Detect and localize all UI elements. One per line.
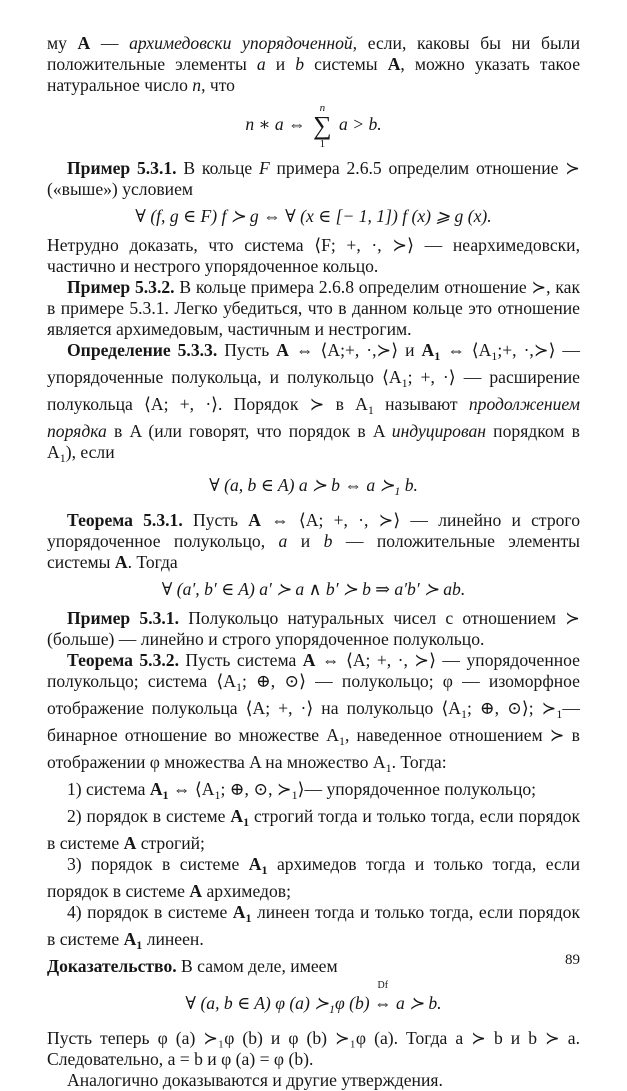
- text-run: ⟩— упорядоченное полукольцо;: [297, 779, 537, 799]
- text-run: 1) система: [67, 779, 150, 799]
- text-run: линеен.: [142, 929, 204, 949]
- text-run: ; +, ·⟩ — расширение полукольца ⟨A; +, ·⟩. Порядок ≻ в A: [47, 367, 580, 414]
- defined-term: архимедовски упорядоченной,: [129, 33, 358, 53]
- definition-equivalence: [374, 980, 392, 1014]
- subscript: 1: [291, 788, 298, 802]
- example-5-3-2: [47, 277, 580, 340]
- theorem-item-4: [47, 902, 580, 956]
- text-run: архимедов тогда и только тогда, если порядок в системе: [47, 854, 580, 901]
- text-run: и: [265, 54, 296, 74]
- subscript: 1: [338, 734, 345, 748]
- system-symbol: A: [123, 929, 137, 949]
- text-run: — положительные элементы системы: [47, 531, 580, 572]
- proof-label: Доказательство.: [47, 956, 177, 976]
- subscript: 1: [460, 707, 467, 721]
- text-run: , можно указать такое натуральное число: [47, 54, 580, 95]
- text-run: строгий;: [136, 833, 205, 853]
- text-run: порядком в A: [47, 421, 580, 462]
- text-run: Пусть система: [178, 650, 303, 670]
- system-symbol: А: [387, 54, 401, 74]
- equation-order-condition: ∀ (f, g ∈ F) f ≻ g ⇔ ∀ (x ∈ [− 1, 1]) f (x) ⩾ g (x).: [135, 206, 492, 226]
- subscript: 1: [245, 911, 252, 925]
- text-run: . Тогда: [127, 552, 178, 572]
- sum-lower-limit: 1: [319, 138, 326, 150]
- equivalence-symbol: ⇔: [374, 993, 392, 1013]
- subscript: 1: [214, 788, 221, 802]
- text-run: ; ⊕, ⊙⟩; ≻: [466, 698, 557, 718]
- subscript: 1: [235, 680, 242, 694]
- equation-right: a ≻ b.: [391, 993, 442, 1013]
- theorem-label: Теорема 5.3.2.: [67, 650, 179, 670]
- theorem-item-3: [47, 854, 580, 902]
- text-run: ⇔ ⟨A; +, ·, ≻⟩ — упорядоченное полукольцо; система ⟨A: [47, 650, 580, 691]
- system-symbol: А: [77, 33, 91, 53]
- text-run: в A (или говорят, что порядок в A: [106, 421, 392, 441]
- text-run: и: [287, 531, 324, 551]
- text-run: системы: [304, 54, 388, 74]
- subscript: 1: [394, 484, 401, 498]
- text-run: линеен тогда и только тогда, если порядок в системе: [47, 902, 580, 949]
- equation-order-extension: [47, 475, 580, 502]
- text-run: Полукольцо натуральных чисел с отношением ≻ (больше) — линейно и строго упорядоченное полукольцо.: [47, 608, 580, 649]
- text-run: строгий тогда и только тогда, если порядок в системе: [47, 806, 580, 853]
- system-symbol: A: [189, 881, 203, 901]
- equation-right: b.: [400, 475, 418, 495]
- text-run: ), если: [65, 442, 115, 462]
- defined-term: продолжением порядка: [47, 394, 581, 441]
- example-label: Пример 5.3.1.: [67, 608, 179, 628]
- system-symbol: A: [232, 902, 246, 922]
- system-symbol: A: [123, 833, 137, 853]
- summation: [313, 102, 332, 150]
- equation-sum: [47, 102, 580, 150]
- system-symbol: A: [302, 650, 316, 670]
- subscript: 1: [401, 376, 408, 390]
- subscript: 1: [59, 451, 66, 465]
- variable: a: [256, 54, 266, 74]
- equation-left: n ∗ a ⇔: [245, 114, 311, 135]
- text-run: Пусть: [182, 510, 249, 530]
- equation-left: ∀ (a, b ∈ A) φ (a) ≻: [185, 993, 329, 1013]
- proof: [47, 956, 580, 977]
- system-symbol: A: [276, 340, 289, 360]
- system-symbol: A: [230, 806, 244, 826]
- equation-isomorphism-order: [47, 980, 580, 1020]
- example-natural-numbers: [47, 608, 580, 650]
- text-run: если, каковы бы ни были положительные элементы: [47, 33, 580, 74]
- variable: n: [192, 75, 202, 95]
- text-run: называют: [373, 394, 469, 414]
- text-run: В самом деле, имеем: [176, 956, 338, 976]
- equation-right: a > b.: [334, 114, 382, 135]
- theorem-label: Теорема 5.3.1.: [67, 510, 183, 530]
- theorem-5-3-1: [47, 510, 580, 573]
- subscript: 1: [328, 1002, 335, 1016]
- definition-label: Определение 5.3.3.: [67, 340, 218, 360]
- text-run: В кольце: [176, 158, 259, 178]
- example-5-3-1: [47, 158, 580, 200]
- text-run: ⇔ ⟨A: [440, 340, 492, 360]
- text-run: ⇔ ⟨A;+, ·,≻⟩ и: [288, 340, 422, 360]
- page-number: 89: [565, 952, 580, 968]
- equation-left: ∀ (a, b ∈ A) a ≻ b ⇔ a ≻: [209, 475, 395, 495]
- subscript: 1: [385, 761, 392, 775]
- equation-middle: φ (b): [334, 993, 375, 1013]
- sum-upper-limit: n: [319, 102, 326, 114]
- text-run: В кольце примера 2.6.8 определим отношение ≻, как в примере 5.3.1. Легко убедиться, что в данном кольце это отношение является архимедовым, частичным и нестрогим.: [47, 277, 580, 339]
- variable: F: [258, 158, 270, 178]
- system-symbol: A: [421, 340, 435, 360]
- system-symbol: A: [149, 779, 163, 799]
- theorem-item-1: [47, 779, 580, 806]
- subscript: 1: [136, 938, 143, 952]
- text-run: . Тогда:: [391, 752, 447, 772]
- sum-symbol: ∑: [313, 111, 332, 140]
- variable: b: [323, 531, 333, 551]
- example-label: Пример 5.3.1.: [67, 158, 177, 178]
- text-run: 4) порядок в системе: [67, 902, 233, 922]
- subscript: 1: [162, 788, 169, 802]
- text-run: ; ⊕, ⊙⟩ — полукольцо; φ — изоморфное отображение полукольца ⟨A; +, ·⟩ на полукольцо ⟨A: [47, 671, 580, 718]
- theorem-item-2: [47, 806, 580, 854]
- text-run: 2) порядок в системе: [67, 806, 231, 826]
- text-run: ; ⊕, ⊙, ≻: [220, 779, 292, 799]
- paragraph-archimedean-definition: [47, 33, 580, 96]
- text-run: Пусть: [217, 340, 277, 360]
- system-symbol: A: [114, 552, 128, 572]
- subscript: 1: [491, 349, 498, 363]
- system-symbol: A: [248, 510, 261, 530]
- text-column: [47, 33, 580, 1091]
- example-label: Пример 5.3.2.: [67, 277, 175, 297]
- text-run: му: [47, 33, 78, 53]
- system-symbol: A: [248, 854, 262, 874]
- text-run: 3) порядок в системе: [67, 854, 249, 874]
- subscript: 1: [556, 707, 563, 721]
- text-run: ⇔ ⟨A: [168, 779, 215, 799]
- subscript: 1: [434, 349, 441, 363]
- definition-5-3-3: [47, 340, 580, 469]
- text-run: , наведенное отношением ≻ в отображении φ множества A на множество A: [47, 725, 580, 772]
- text-run: — бинарное отношение во множестве A: [47, 698, 580, 745]
- text-run: ;+, ·,≻⟩ — упорядоченные полукольца, и полукольцо ⟨A: [47, 340, 581, 387]
- paragraph-non-archimedean: Нетрудно доказать, что система ⟨F; +, ·, ≻⟩ — неархимедовски, частично и нестрого упорядоченное кольцо.: [47, 235, 580, 276]
- subscript: 1: [243, 815, 250, 829]
- defined-term: индуцирован: [391, 421, 486, 441]
- definition-mark: Df: [377, 980, 389, 991]
- subscript: 1: [367, 403, 374, 417]
- text-run: примера 2.6.5 определим отношение ≻ («выше») условием: [47, 158, 580, 199]
- text-run: —: [90, 33, 130, 53]
- paragraph-proof-conclusion: Пусть теперь φ (a) ≻₁φ (b) и φ (b) ≻₁φ (a). Тогда a ≻ b и b ≻ a. Следовательно, a = b и φ (a) = φ (b).: [47, 1028, 580, 1069]
- equation-product-monotonic: ∀ (a′, b′ ∈ A) a′ ≻ a ∧ b′ ≻ b ⇒ a′b′ ≻ ab.: [161, 579, 466, 599]
- theorem-5-3-2: [47, 650, 580, 779]
- variable: a: [278, 531, 288, 551]
- text-run: архимедов;: [202, 881, 291, 901]
- text-run: , что: [201, 75, 235, 95]
- variable: b: [295, 54, 305, 74]
- subscript: 1: [261, 863, 268, 877]
- text-run: ⇔ ⟨A; +, ·, ≻⟩ — линейно и строго упорядоченное полукольцо,: [47, 510, 580, 551]
- paragraph-similarly: Аналогично доказываются и другие утверждения.: [67, 1070, 443, 1090]
